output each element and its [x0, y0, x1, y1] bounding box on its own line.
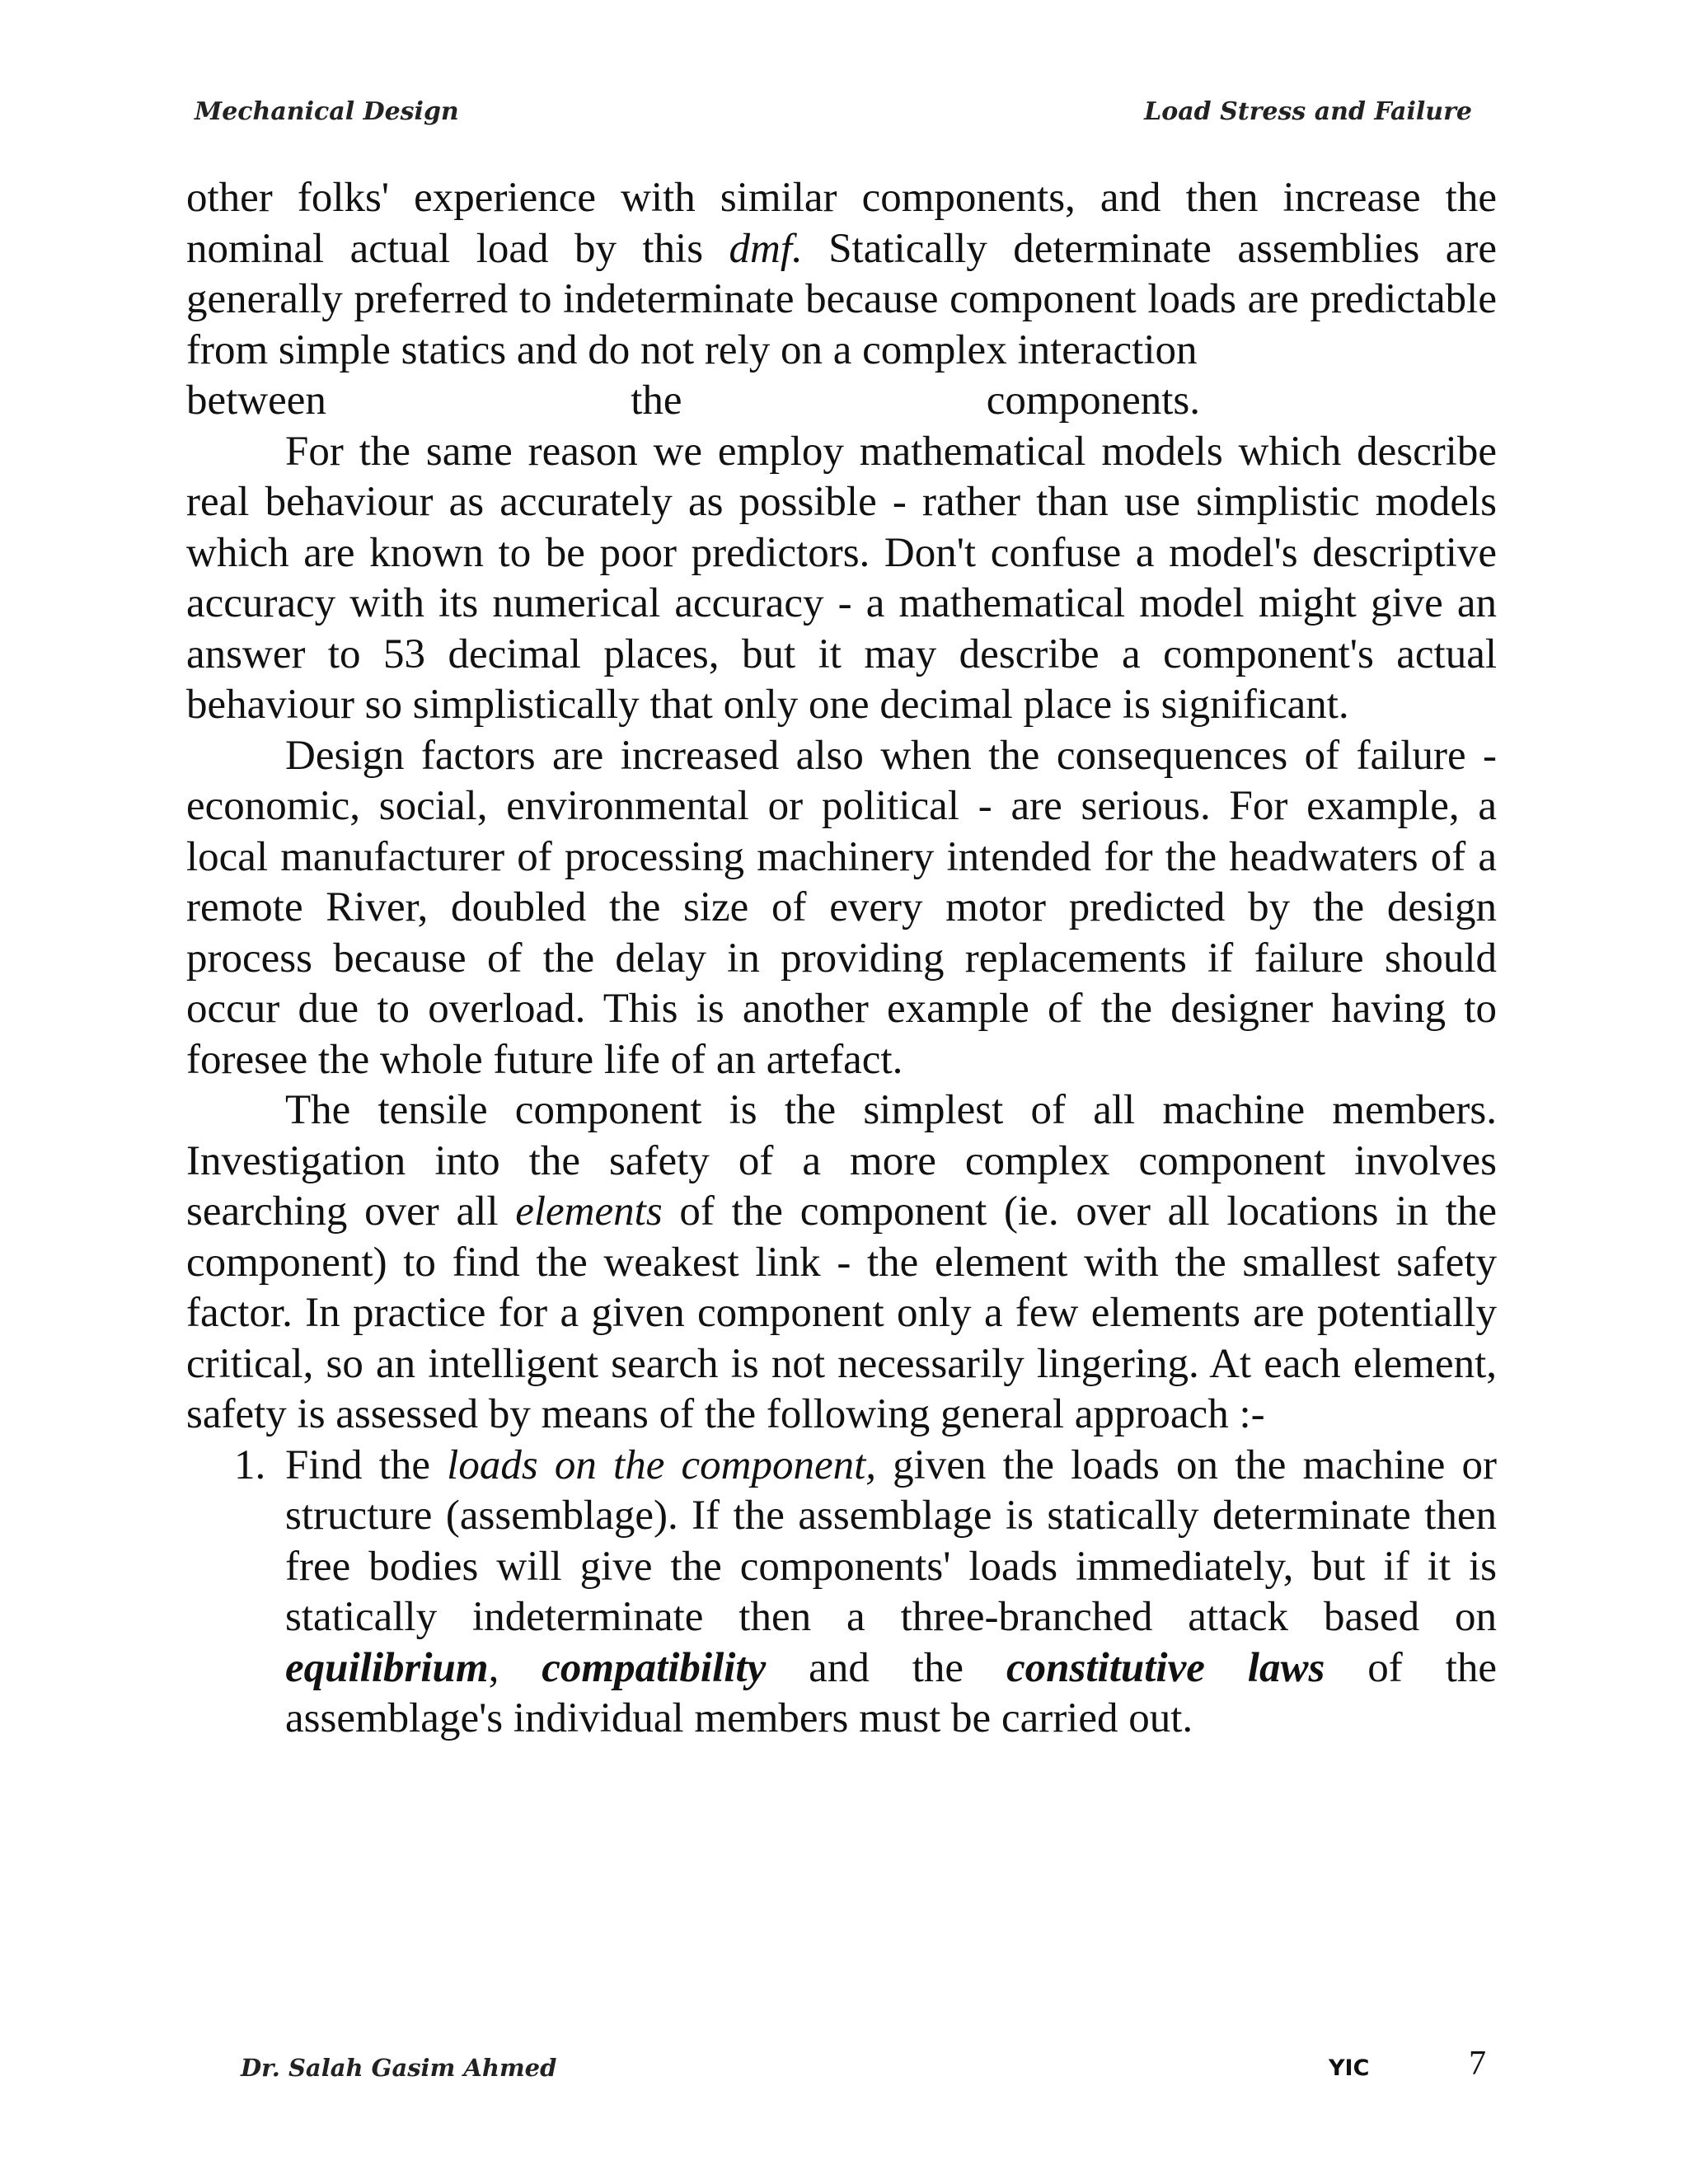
list-item-1: 1. Find the loads on the component, given the loads on the machine or structure (assemblage). If the assemblage is statically determinate then free bodies will give the components' loads immediately, but if it is statically indeterminate then a three-branched attack based on equilibrium, compatibility and the constitutive laws of the assemblage's individual members must be carried out. — [234, 1441, 1498, 1741]
header-left-title: Mechanical Design — [195, 97, 459, 126]
equilibrium-term: equilibrium — [285, 1644, 489, 1691]
elements-term: elements — [515, 1188, 663, 1235]
paragraph-3: Design factors are increased also when the consequences of failure - economic, social, environmental or political - are serious. For example, a local manufacturer of processing machinery intended for the headwaters of a remote River, doubled the size of every motor predicted by the design process because of the delay in providing replacements if failure should occur due to overload. This is another example of the designer having to foresee the whole future life of an artefact. — [186, 732, 1497, 1083]
body-text — [186, 173, 1497, 1745]
header-right-title: Load Stress and Failure — [1144, 97, 1472, 126]
constitutive-laws-term: constitutive laws — [1006, 1644, 1325, 1691]
paragraph-4: The tensile component is the simplest of all machine members. Investigation into the safety of a more complex component involves searching over all elements of the component (ie. over all locations in the component) to find the weakest link - the element with the smallest safety factor. In practice for a given component only a few elements are potentially critical, so an intelligent search is not necessarily lingering. At each element, safety is assessed by means of the following general approach :- — [186, 1087, 1497, 1437]
paragraph-1-last-line: between the components. — [186, 377, 1200, 424]
list-number: 1. — [234, 1441, 266, 1488]
paragraph-2: For the same reason we employ mathematical models which describe real behaviour as accurately as possible - rather than use simplistic models which are known to be poor predictors. Don't confuse a model's descriptive accuracy with its numerical accuracy - a mathematical model might give an answer to 53 decimal places, but it may describe a component's actual behaviour so simplistically that only one decimal place is significant. — [186, 428, 1497, 728]
page-number: 7 — [1469, 2045, 1486, 2083]
footer-org: YIC — [1329, 2055, 1370, 2081]
footer-author: Dr. Salah Gasim Ahmed — [241, 2054, 557, 2082]
compatibility-term: compatibility — [542, 1644, 767, 1691]
dmf-term: dmf. — [729, 225, 803, 272]
paragraph-1: other folks' experience with similar components, and then increase the nominal actual load by this dmf. Statically determinate assemblies are generally preferred to indeterminate because component loads are predictable from simple statics and do not rely on a complex interaction — [186, 175, 1498, 373]
loads-term: loads on the component, — [447, 1441, 877, 1488]
